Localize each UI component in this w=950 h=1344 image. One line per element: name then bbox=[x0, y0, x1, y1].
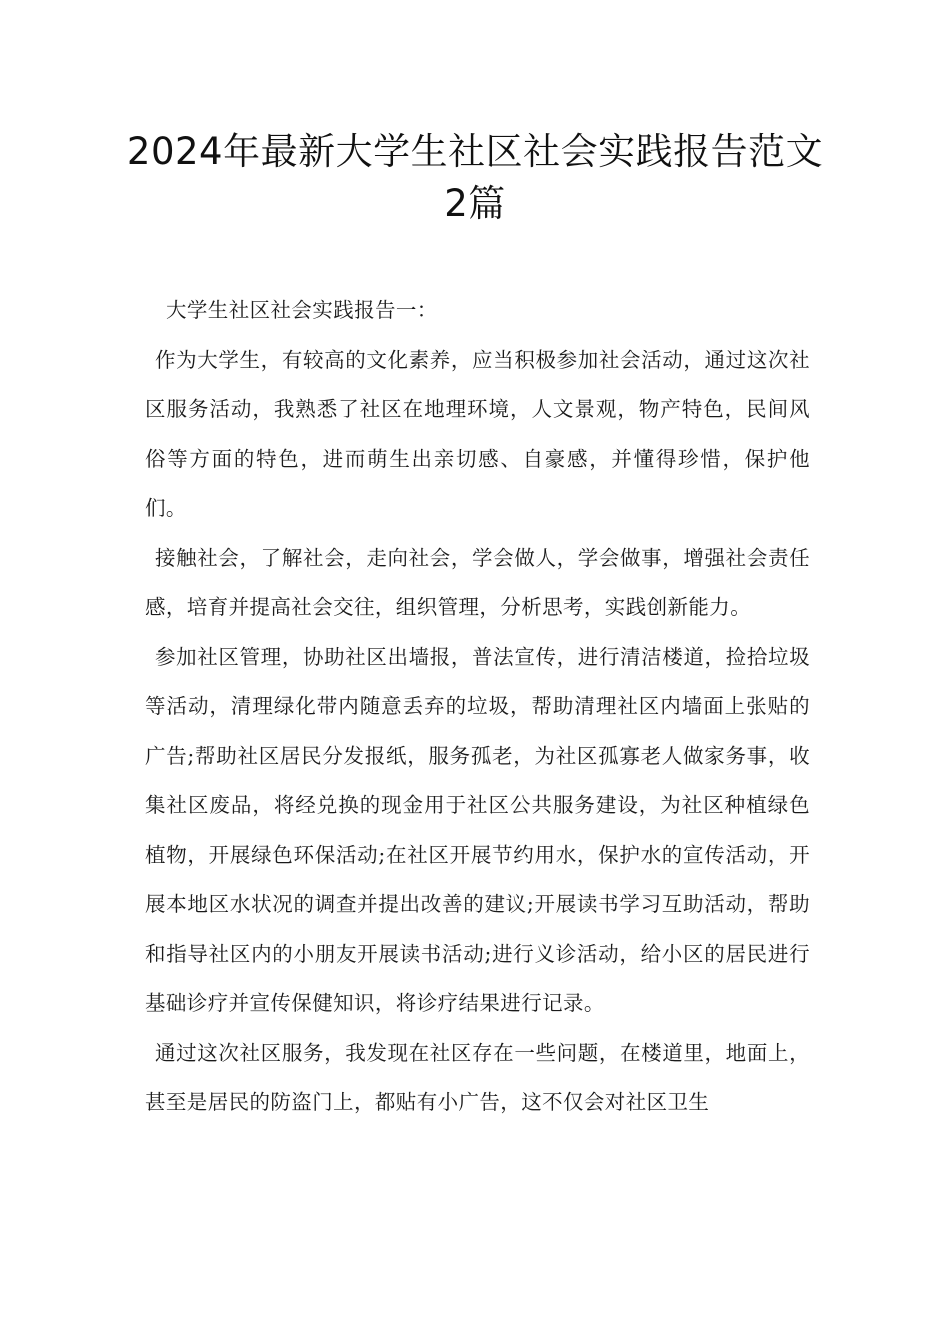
paragraph: 接触社会，了解社会，走向社会，学会做人，学会做事，增强社会责任感，培育并提高社会交往，组织管理，分析思考，实践创新能力。 bbox=[145, 545, 810, 619]
paragraph: 通过这次社区服务，我发现在社区存在一些问题，在楼道里，地面上，甚至是居民的防盗门上，都贴有小广告，这不仅会对社区卫生 bbox=[145, 1040, 810, 1114]
paragraph: 参加社区管理，协助社区出墙报，普法宣传，进行清洁楼道，捡拾垃圾等活动，清理绿化带内随意丢弃的垃圾，帮助清理社区内墙面上张贴的广告;帮助社区居民分发报纸，服务孤老，为社区孤寡老人做家务事，收集社区废品，将经兑换的现金用于社区公共服务建设，为社区种植绿色植物，开展绿色环保活动;在社区开展节约用水，保护水的宣传活动，开展本地区水状况的调查并提出改善的建议;开展读书学习互助活动，帮助和指导社区内的小朋友开展读书活动;进行义诊活动，给小区的居民进行基础诊疗并宣传保健知识，将诊疗结果进行记录。 bbox=[145, 644, 810, 1015]
document-body bbox=[145, 286, 810, 1128]
paragraph: 作为大学生，有较高的文化素养，应当积极参加社会活动，通过这次社区服务活动，我熟悉了社区在地理环境，人文景观，物产特色，民间风俗等方面的特色，进而萌生出亲切感、自豪感，并懂得珍惜，保护他们。 bbox=[145, 347, 810, 520]
document-title: 2024年最新大学生社区社会实践报告范文2篇 bbox=[126, 130, 824, 225]
section-heading: 大学生社区社会实践报告一： bbox=[166, 298, 438, 322]
